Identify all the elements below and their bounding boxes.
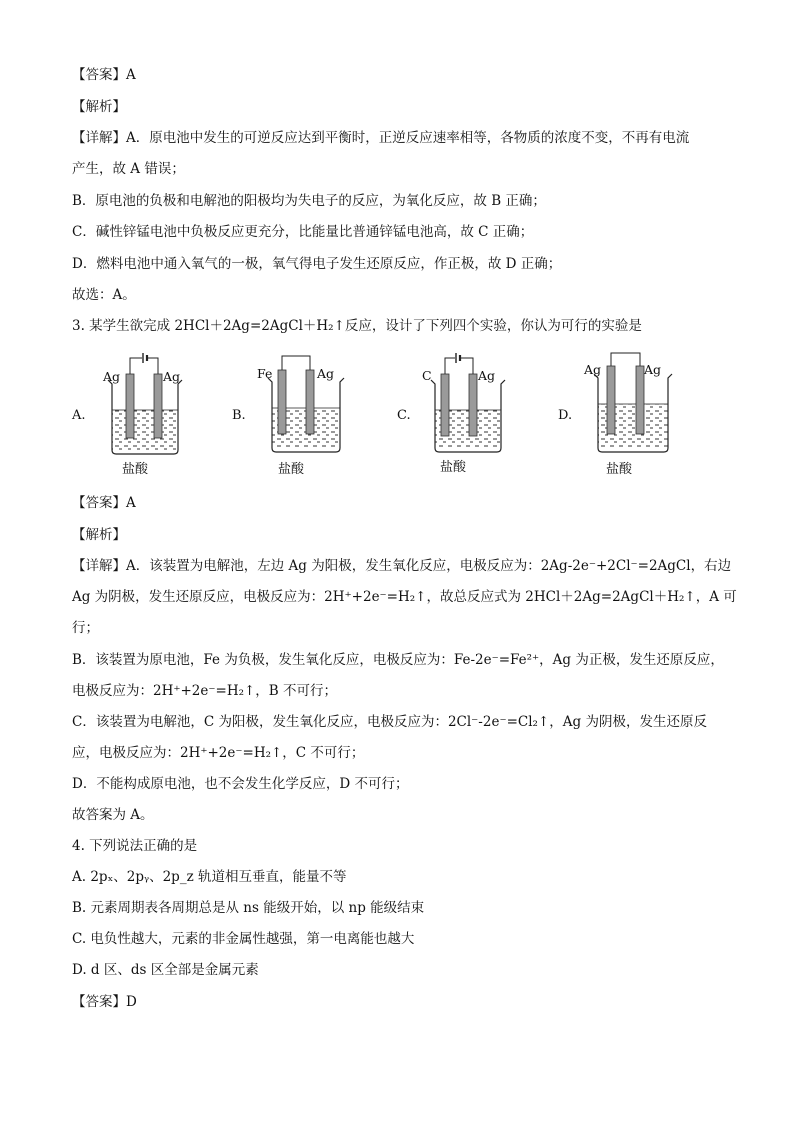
detail-q3-line: 电极反应为：2H⁺+2e⁻=H₂↑，B 不可行； bbox=[72, 683, 338, 699]
electrode-right bbox=[154, 374, 162, 438]
detail-q3-line: C．该装置为电解池，C 为阳极，发生氧化反应，电极反应为：2Cl⁻-2e⁻=Cl₂↑，Ag 为阴极，发生还原反 bbox=[72, 714, 707, 730]
electrode-right bbox=[469, 374, 477, 436]
option-b-right-electrode: Ag bbox=[317, 366, 335, 381]
detail-q3-line: 【详解】A．该装置为电解池，左边 Ag 为阳极，发生氧化反应，电极反应为：2Ag-2e⁻+2Cl⁻=2AgCl，右边 bbox=[72, 558, 732, 574]
wire-connection bbox=[611, 353, 640, 366]
option-d-right-electrode: Ag bbox=[644, 362, 662, 377]
electrode-left bbox=[278, 370, 286, 434]
detail-q3-line: Ag 为阴极，发生还原反应，电极反应为：2H⁺+2e⁻=H₂↑，故总反应式为 2HCl＋2Ag=2AgCl＋H₂↑，A 可 bbox=[72, 589, 737, 605]
question-4-option-d: D. d 区、ds 区全部是金属元素 bbox=[72, 962, 259, 978]
answer-q3: 【答案】A bbox=[72, 495, 136, 511]
electrode-left bbox=[126, 374, 134, 438]
electrode-right bbox=[306, 370, 314, 434]
detail-q3-line: D．不能构成原电池，也不会发生化学反应，D 不可行； bbox=[72, 776, 409, 792]
question-4-option-a: A. 2pₓ、2pᵧ、2p_z 轨道相互垂直，能量不等 bbox=[72, 869, 347, 885]
option-a-letter: A. bbox=[72, 408, 86, 423]
detail-q2-line: B．原电池的负极和电解池的阳极均为失电子的反应，为氧化反应，故 B 正确； bbox=[72, 193, 546, 209]
option-a-right-electrode: Ag bbox=[163, 369, 181, 384]
option-c-letter: C. bbox=[397, 408, 411, 423]
detail-q2-line: 产生，故 A 错误； bbox=[72, 161, 185, 177]
analysis-q3: 【解析】 bbox=[72, 527, 126, 543]
wire-connection bbox=[282, 356, 310, 370]
detail-q2-line: 【详解】A．原电池中发生的可逆反应达到平衡时，正逆反应速率相等，各物质的浓度不变，不再有电流 bbox=[72, 130, 690, 146]
detail-q3-line: 故答案为 A。 bbox=[72, 807, 154, 823]
question-4-option-b: B. 元素周期表各周期总是从 ns 能级开始，以 np 能级结束 bbox=[72, 900, 425, 916]
detail-q2-line: D．燃料电池中通入氧气的一极，氧气得电子发生还原反应，作正极，故 D 正确； bbox=[72, 256, 562, 272]
option-d-left-electrode: Ag bbox=[584, 362, 602, 377]
detail-q3-line: B．该装置为原电池，Fe 为负极，发生氧化反应，电极反应为：Fe-2e⁻=Fe²⁺，Ag 为正极，发生还原反应， bbox=[72, 652, 724, 668]
detail-q2-line: C．碱性锌锰电池中负极反应更充分，比能量比普通锌锰电池高，故 C 正确； bbox=[72, 224, 534, 240]
answer-q4: 【答案】D bbox=[72, 994, 137, 1010]
option-c-right-electrode: Ag bbox=[478, 368, 496, 383]
electrode-right bbox=[636, 366, 644, 434]
analysis-q2: 【解析】 bbox=[72, 99, 126, 115]
experiment-figure bbox=[60, 352, 760, 482]
question-4-option-c: C. 电负性越大，元素的非金属性越强，第一电离能也越大 bbox=[72, 931, 415, 947]
option-a-solution: 盐酸 bbox=[122, 462, 149, 477]
option-b-left-electrode: Fe bbox=[257, 366, 273, 381]
answer-q2: 【答案】A bbox=[72, 67, 136, 83]
electrode-left bbox=[441, 374, 449, 436]
option-b-solution: 盐酸 bbox=[278, 462, 305, 477]
option-d-letter: D. bbox=[558, 408, 573, 423]
detail-q3-line: 应，电极反应为：2H⁺+2e⁻=H₂↑，C 不可行； bbox=[72, 745, 365, 761]
question-4: 4. 下列说法正确的是 bbox=[72, 838, 198, 854]
option-c-left-electrode: C bbox=[422, 368, 432, 383]
option-c-solution: 盐酸 bbox=[440, 460, 467, 475]
question-3: 3. 某学生欲完成 2HCl＋2Ag=2AgCl＋H₂↑反应，设计了下列四个实验，你认为可行的实验是 bbox=[72, 318, 642, 334]
option-a-left-electrode: Ag bbox=[103, 369, 121, 384]
option-b-letter: B. bbox=[232, 408, 246, 423]
detail-q2-line: 故选：A。 bbox=[72, 287, 136, 303]
option-d-solution: 盐酸 bbox=[606, 462, 633, 477]
electrode-left bbox=[607, 366, 615, 434]
detail-q3-line: 行； bbox=[72, 620, 99, 636]
